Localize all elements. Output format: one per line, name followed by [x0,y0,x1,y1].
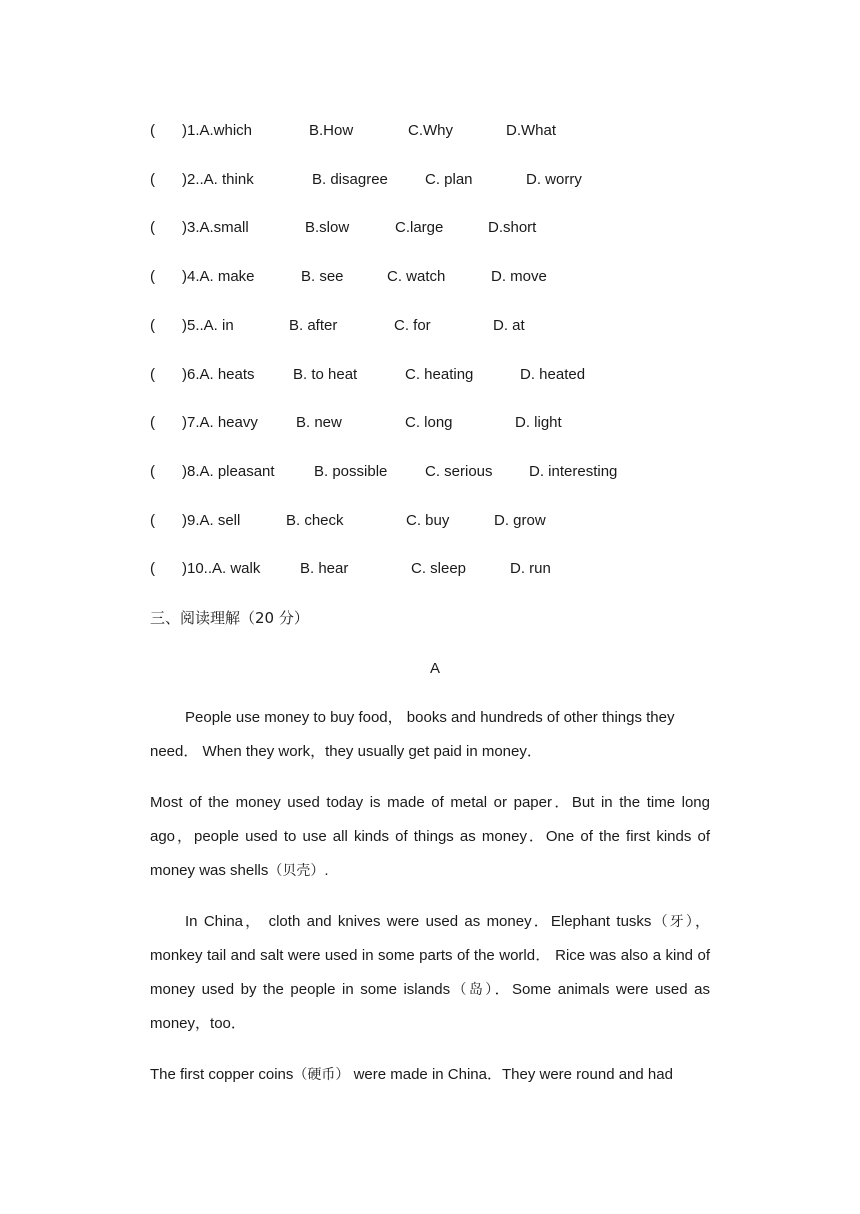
option-c: C. heating [405,366,474,383]
option-d: D. light [515,414,562,431]
paragraph-text: were made in China．They were round and had [349,1066,673,1083]
answer-blank: ( [150,366,155,383]
gloss-coins: （硬币） [293,1067,350,1083]
option-d: D.short [488,219,537,236]
paragraph-text: In China， cloth and knives were used as money．Elephant tusks [185,913,652,930]
answer-blank: ( [150,512,155,529]
answer-blank: ( [150,122,155,139]
option-d: D. grow [494,512,546,529]
option-d: D. interesting [529,463,618,480]
option-b: B. check [286,512,344,529]
gloss-tusks: （牙） [651,914,695,930]
option-a: )2..A. think [182,171,254,188]
option-b: B. new [296,414,342,431]
paragraph-3 [150,905,710,1041]
option-b: B.slow [305,219,350,236]
option-c: C.Why [408,122,453,139]
answer-blank: ( [150,171,155,188]
paragraph-text: People use money to buy food， books and hundreds of other things they need． When they work，they usually get paid in money． [150,709,675,760]
answer-blank: ( [150,414,155,431]
option-d: D. move [491,268,547,285]
option-b: B.How [309,122,354,139]
option-c: C. watch [387,268,446,285]
option-a: )6.A. heats [182,366,255,383]
option-b: B. hear [300,560,349,577]
gloss-shells: （贝壳） [268,863,325,879]
option-c: C.large [395,219,444,236]
option-a: )8.A. pleasant [182,463,275,480]
option-d: D. at [493,317,525,334]
paragraph-text-end: . [324,862,329,879]
paragraph-text: ，monkey tail and salt were used in some parts of the world． Rice was also a kind of money used by the people in some islands [150,913,711,998]
answer-blank: ( [150,219,155,236]
paragraph-2 [150,786,710,888]
option-a: )7.A. heavy [182,414,258,431]
option-c: C. serious [425,463,493,480]
option-a: )5..A. in [182,317,234,334]
gloss-islands: （岛） [450,982,495,998]
option-c: C. sleep [411,560,467,577]
option-c: C. long [405,414,453,431]
option-a: )1.A.which [182,122,253,139]
paragraph-text: ．Some animals were used as money，too． [150,981,710,1032]
paragraph-1 [150,701,710,769]
option-b: B. disagree [312,171,388,188]
option-c: C. plan [425,171,473,188]
option-d: D. run [510,560,551,577]
passage-label: A [429,660,440,677]
option-d: D. heated [520,366,586,383]
option-c: C. buy [406,512,450,529]
answer-blank: ( [150,463,155,480]
option-b: B. see [301,268,344,285]
option-a: )4.A. make [182,268,255,285]
option-d: D. worry [526,171,582,188]
paragraph-text: The first copper coins [150,1066,294,1083]
answer-blank: ( [150,560,155,577]
option-a: )3.A.small [182,219,249,236]
option-b: B. after [289,317,338,334]
paragraph-text: Most of the money used today is made of metal or paper．But in the time long ago，people used to use all kinds of things as money．One of the first kinds of money was shells [150,794,710,879]
option-c: C. for [394,317,431,334]
answer-blank: ( [150,268,155,285]
option-b: B. to heat [293,366,358,383]
paragraph-4 [150,1058,710,1092]
option-d: D.What [506,122,557,139]
option-a: )9.A. sell [182,512,241,529]
option-a: )10..A. walk [182,560,261,577]
answer-blank: ( [150,317,155,334]
section-heading: 三、阅读理解（20 分） [150,609,309,627]
option-b: B. possible [314,463,388,480]
